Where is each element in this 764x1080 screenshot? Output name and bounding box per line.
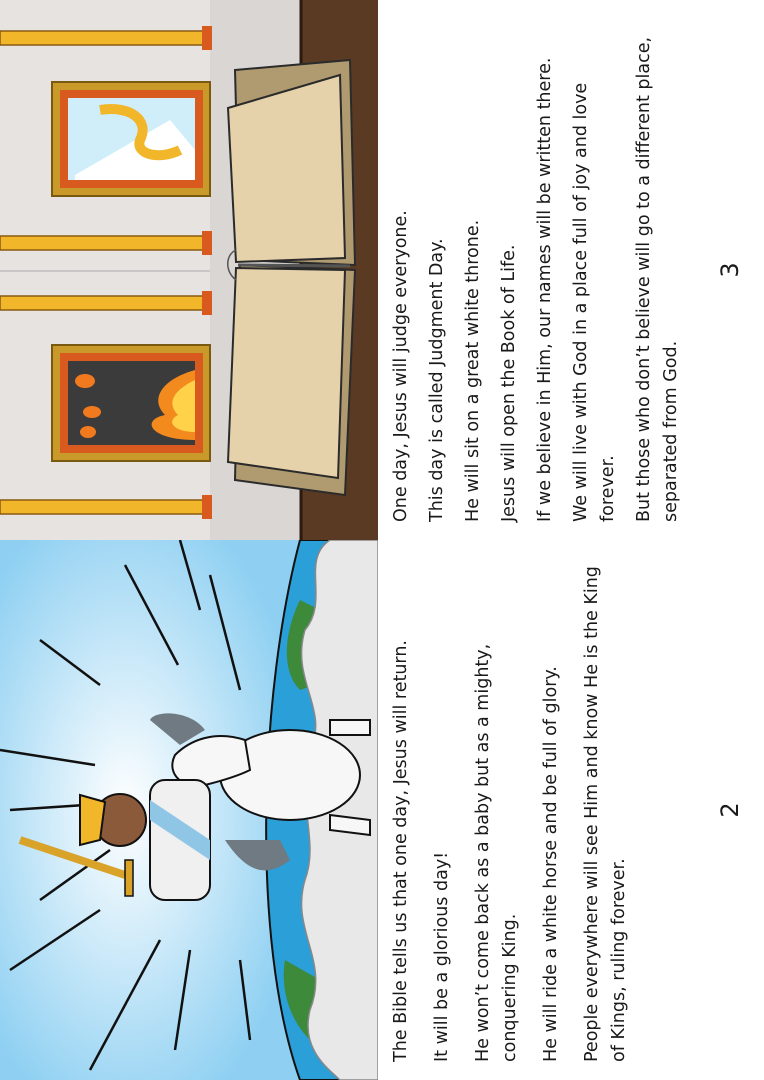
- story-paragraph: The Bible tells us that one day, Jesus will return.: [391, 640, 411, 1062]
- page-3-text-panel: [378, 0, 764, 540]
- story-paragraph: One day, Jesus will judge everyone.: [391, 210, 411, 522]
- king-on-horse-illustration: [0, 540, 378, 1080]
- page-number: 2: [716, 802, 744, 818]
- story-paragraph: He will sit on a great white throne.: [463, 219, 483, 522]
- page-number: 3: [716, 262, 744, 278]
- page-2-text-panel: [378, 540, 764, 1080]
- story-paragraph: This day is called Judgment Day.: [427, 238, 447, 522]
- story-paragraph: But those who don’t believe will go to a different place, separated from God.: [634, 36, 681, 522]
- story-paragraph: If we believe in Him, our names will be written there.: [535, 57, 555, 522]
- page-2-story-text: [388, 562, 688, 1062]
- page-3-story-text: [388, 22, 688, 522]
- story-paragraph: He won’t come back as a baby but as a mighty, conquering King.: [473, 643, 520, 1062]
- story-paragraph: It will be a glorious day!: [432, 851, 452, 1062]
- story-paragraph: People everywhere will see Him and know He is the King of Kings, ruling forever.: [582, 566, 629, 1062]
- story-paragraph: Jesus will open the Book of Life.: [499, 244, 519, 522]
- page-2: [0, 540, 764, 1080]
- story-paragraph: He will ride a white horse and be full of glory.: [541, 666, 561, 1062]
- story-paragraph: We will live with God in a place full of joy and love forever.: [571, 82, 618, 522]
- judgment-day-illustration: [0, 0, 378, 540]
